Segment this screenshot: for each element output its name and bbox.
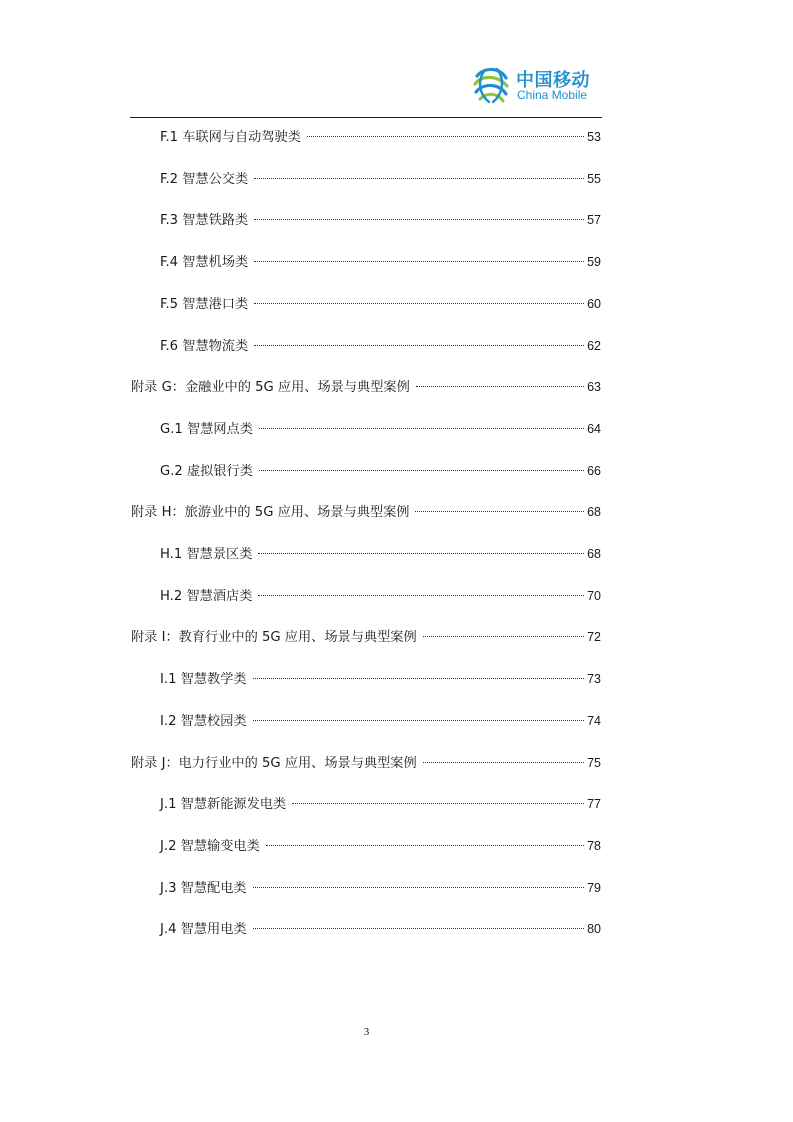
toc-entry-label: G.2 虚拟银行类: [160, 463, 253, 479]
toc-entry-page-number: 63: [587, 380, 601, 395]
toc-appendix-entry[interactable]: [131, 503, 601, 522]
toc-dot-leader: [254, 178, 584, 179]
toc-dot-leader: [254, 261, 584, 262]
toc-entry-page-number: 64: [587, 421, 601, 436]
toc-dot-leader: [266, 845, 584, 846]
toc-dot-leader: [253, 678, 584, 679]
toc-section-entry[interactable]: [160, 211, 601, 230]
toc-dot-leader: [258, 553, 584, 554]
toc-entry-label: 附录 I：教育行业中的 5G 应用、场景与典型案例: [131, 630, 417, 646]
toc-dot-leader: [253, 720, 584, 721]
toc-entry-label: F.4 智慧机场类: [160, 255, 249, 271]
toc-dot-leader: [416, 386, 584, 387]
toc-entry-label: J.4 智慧用电类: [160, 922, 247, 938]
toc-appendix-entry[interactable]: [131, 628, 601, 647]
toc-dot-leader: [307, 136, 584, 137]
toc-entry-label: J.3 智慧配电类: [160, 880, 247, 896]
toc-entry-label: H.1 智慧景区类: [160, 547, 253, 562]
logo-chinese-name: 中国移动: [516, 70, 590, 91]
toc-section-entry[interactable]: [160, 128, 601, 147]
toc-dot-leader: [253, 928, 584, 929]
toc-entry-page-number: 73: [587, 672, 601, 687]
toc-appendix-entry[interactable]: [131, 378, 601, 397]
header-divider: [130, 117, 602, 118]
toc-entry-page-number: 60: [587, 296, 601, 311]
toc-entry-page-number: 77: [587, 797, 601, 812]
toc-entry-page-number: 55: [587, 171, 601, 186]
toc-entry-label: F.6 智慧物流类: [160, 338, 249, 354]
toc-dot-leader: [423, 636, 584, 637]
toc-dot-leader: [259, 428, 584, 429]
toc-dot-leader: [259, 470, 584, 471]
toc-section-entry[interactable]: [160, 253, 601, 272]
toc-entry-label: J.2 智慧输变电类: [160, 838, 260, 854]
toc-entry-label: 附录 G：金融业中的 5G 应用、场景与典型案例: [131, 380, 410, 396]
toc-entry-page-number: 59: [587, 255, 601, 270]
toc-dot-leader: [292, 803, 584, 804]
toc-section-entry[interactable]: [160, 545, 601, 564]
toc-entry-label: F.1 车联网与自动驾驶类: [160, 130, 301, 145]
china-mobile-logo: [471, 64, 595, 106]
toc-section-entry[interactable]: [160, 795, 601, 814]
toc-entry-page-number: 80: [587, 922, 601, 937]
toc-dot-leader: [258, 595, 584, 596]
toc-section-entry[interactable]: [160, 712, 601, 731]
toc-dot-leader: [253, 887, 584, 888]
toc-entry-label: F.3 智慧铁路类: [160, 213, 249, 229]
toc-entry-page-number: 74: [587, 713, 601, 728]
toc-section-entry[interactable]: [160, 879, 601, 898]
toc-entry-page-number: 68: [587, 547, 601, 561]
toc-entry-page-number: 68: [587, 505, 601, 520]
toc-entry-label: I.1 智慧教学类: [160, 672, 247, 688]
toc-dot-leader: [254, 345, 584, 346]
toc-section-entry[interactable]: [160, 587, 601, 606]
toc-dot-leader: [254, 219, 584, 220]
toc-entry-label: G.1 智慧网点类: [160, 421, 253, 437]
toc-entry-page-number: 62: [587, 338, 601, 353]
toc-entry-label: F.5 智慧港口类: [160, 296, 249, 312]
toc-section-entry[interactable]: [160, 462, 601, 481]
toc-entry-label: H.2 智慧酒店类: [160, 588, 253, 604]
toc-dot-leader: [254, 303, 584, 304]
page-number: 3: [363, 1026, 370, 1038]
toc-section-entry[interactable]: [160, 170, 601, 189]
toc-appendix-entry[interactable]: [131, 754, 601, 773]
toc-entry-page-number: 66: [587, 463, 601, 478]
toc-entry-page-number: 72: [587, 630, 601, 645]
toc-entry-page-number: 70: [587, 588, 601, 603]
toc-section-entry[interactable]: [160, 337, 601, 356]
toc-entry-label: 附录 H：旅游业中的 5G 应用、场景与典型案例: [131, 505, 410, 521]
toc-entry-page-number: 79: [587, 880, 601, 895]
logo-english-name: China Mobile: [517, 88, 588, 102]
toc-section-entry[interactable]: [160, 420, 601, 439]
toc-dot-leader: [415, 511, 584, 512]
toc-dot-leader: [423, 762, 584, 763]
china-mobile-emblem-icon: [471, 64, 511, 106]
toc-entry-page-number: 75: [587, 755, 601, 770]
toc-entry-page-number: 78: [587, 838, 601, 853]
toc-section-entry[interactable]: [160, 837, 601, 856]
toc-entry-label: 附录 J：电力行业中的 5G 应用、场景与典型案例: [131, 755, 417, 771]
toc-section-entry[interactable]: [160, 920, 601, 939]
toc-entry-page-number: 57: [587, 213, 601, 228]
toc-entry-label: I.2 智慧校园类: [160, 713, 247, 729]
toc-entry-label: F.2 智慧公交类: [160, 171, 249, 187]
toc-entry-page-number: 53: [587, 130, 601, 144]
toc-section-entry[interactable]: [160, 670, 601, 689]
toc-entry-label: J.1 智慧新能源发电类: [160, 797, 287, 813]
toc-section-entry[interactable]: [160, 295, 601, 314]
